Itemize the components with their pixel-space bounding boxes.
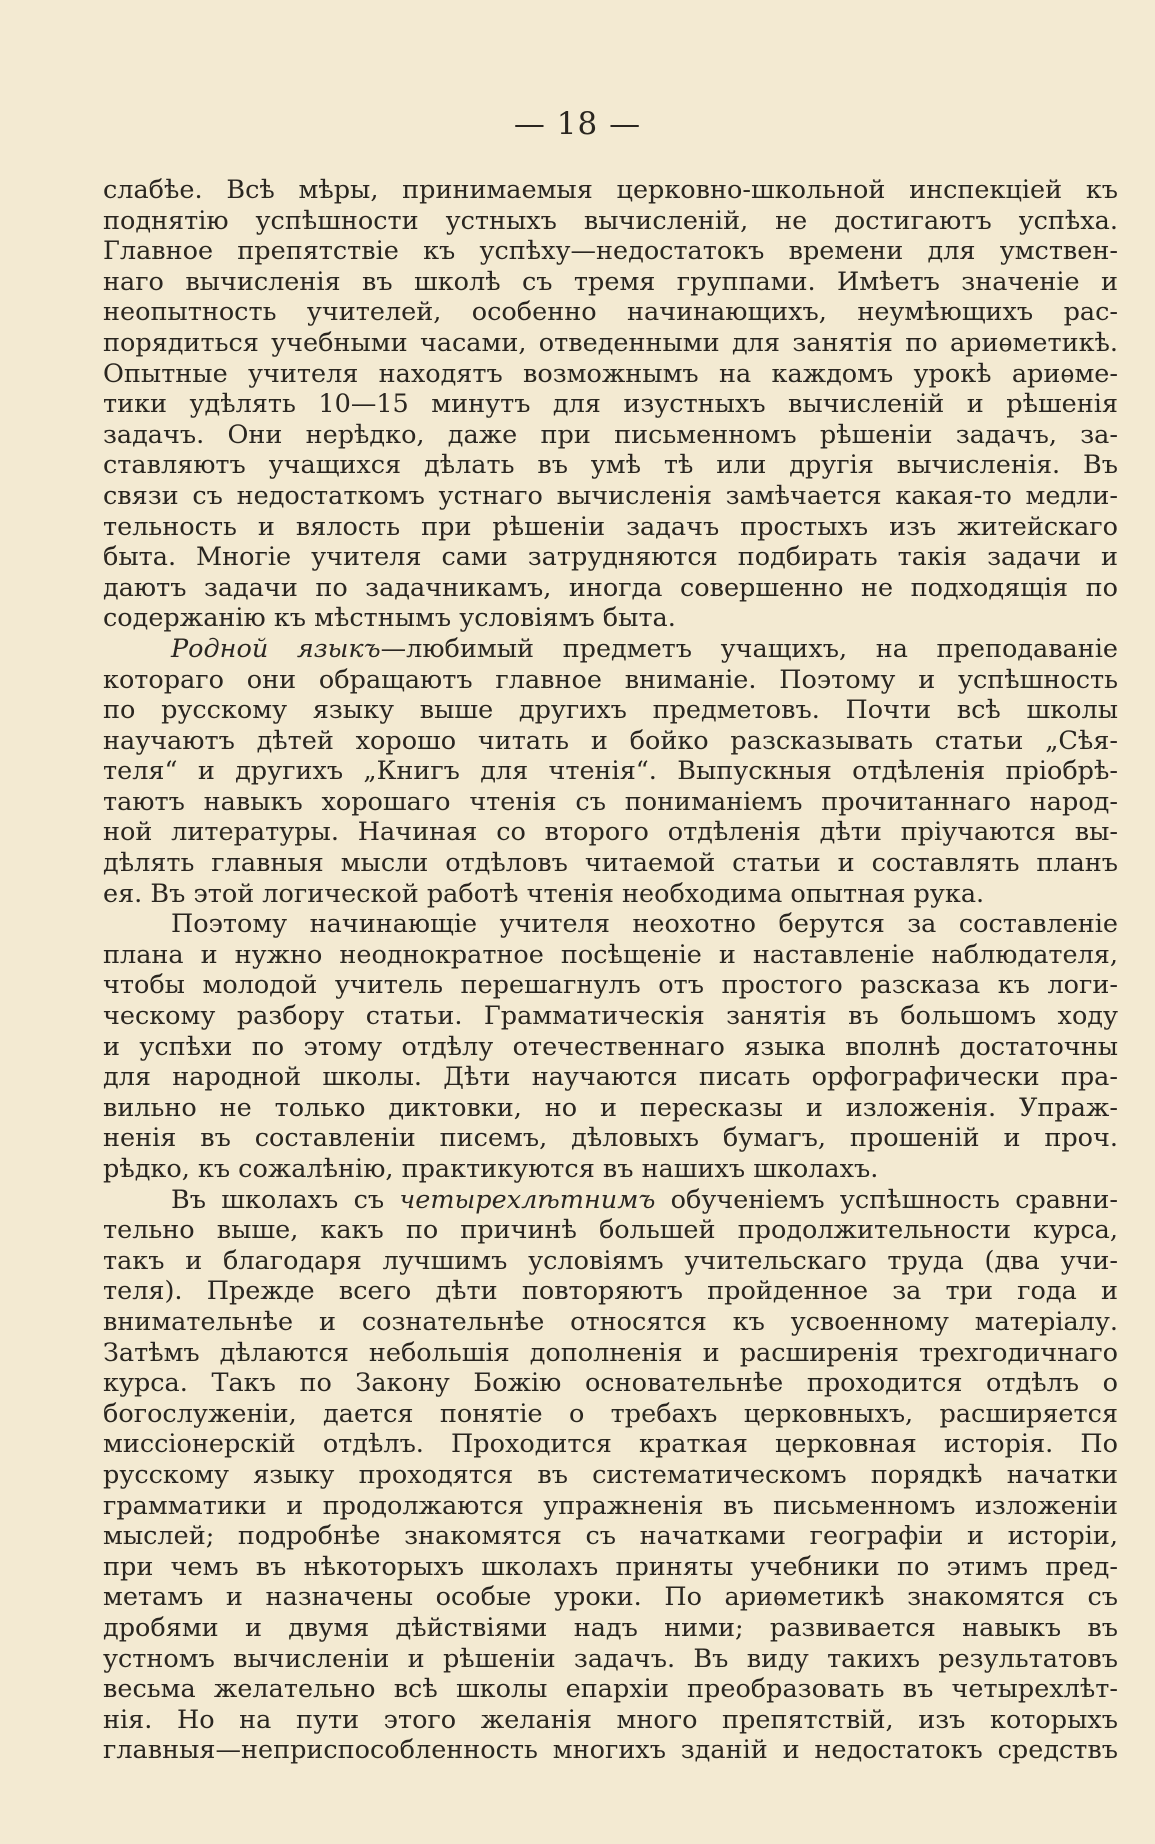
text-line: тельно выше, какъ по причинѣ большей продолжительности курса, [103, 1215, 1118, 1246]
text-line: связи съ недостаткомъ устнаго вычисленія замѣчается какая-то медли- [103, 480, 1118, 511]
text-line: порядиться учебными часами, отведенными для занятія по ариѳметикѣ. [103, 327, 1118, 358]
text-line [103, 1185, 1118, 1216]
paragraph [103, 175, 1118, 634]
page-number: — 18 — [513, 106, 642, 142]
text-line: для народной школы. Дѣти научаются писать орфографически пра- [103, 1062, 1118, 1093]
text-run: обученіемъ успѣшность сравни- [655, 1184, 1118, 1215]
text-line: задачъ. Они нерѣдко, даже при письменномъ рѣшеніи задачъ, за- [103, 419, 1118, 450]
text-run: —любимый предметъ учащихъ, на преподаваніе [380, 633, 1118, 664]
text-line: тельность и вялость при рѣшеніи задачъ простыхъ изъ житейскаго [103, 511, 1118, 542]
text-line: Поэтому начинающіе учителя неохотно берутся за составленіе [171, 909, 1118, 940]
text-line: теля“ и другихъ „Книгъ для чтенія“. Выпускныя отдѣленія пріобрѣ- [103, 756, 1118, 787]
text-line: ной литературы. Начиная со второго отдѣленія дѣти пріучаются вы- [103, 817, 1118, 848]
paragraph [103, 909, 1118, 1184]
text-line: такъ и благодаря лучшимъ условіямъ учительскаго труда (два учи- [103, 1245, 1118, 1276]
text-line: плана и нужно неоднократное посѣщеніе и наставленіе наблюдателя, [103, 939, 1118, 970]
paragraph [103, 1185, 1118, 1766]
italic-term: четырехлѣтнимъ [399, 1184, 656, 1215]
text-line: дробями и двумя дѣйствіями надъ ними; развивается навыкъ въ [103, 1612, 1118, 1643]
text-line: чтобы молодой учитель перешагнулъ отъ простого разсказа къ логи- [103, 970, 1118, 1001]
text-line: ставляютъ учащихся дѣлать въ умѣ тѣ или другія вычисленія. Въ [103, 450, 1118, 481]
text-line: нія. Но на пути этого желанія много препятствій, изъ которыхъ [103, 1704, 1118, 1735]
text-line: вильно не только диктовки, но и пересказы и изложенія. Упраж- [103, 1092, 1118, 1123]
body-text [103, 175, 1118, 1766]
text-line: главныя—неприспособленность многихъ зданій и недостатокъ средствъ [103, 1735, 1118, 1766]
text-line: дѣлять главныя мысли отдѣловъ читаемой статьи и составлять планъ [103, 848, 1118, 879]
text-line [103, 634, 1118, 665]
text-line: миссіонерскій отдѣлъ. Проходится краткая церковная исторія. По [103, 1429, 1118, 1460]
text-line: Опытные учителя находятъ возможнымъ на каждомъ урокѣ ариѳме- [103, 358, 1118, 389]
text-run: Въ школахъ съ [171, 1184, 400, 1215]
text-line: курса. Такъ по Закону Божію основательнѣе проходится отдѣлъ о [103, 1368, 1118, 1399]
text-line: по русскому языку выше другихъ предметовъ. Почти всѣ школы [103, 695, 1118, 726]
text-line: таютъ навыкъ хорошаго чтенія съ пониманіемъ прочитаннаго народ- [103, 786, 1118, 817]
text-line: устномъ вычисленіи и рѣшеніи задачъ. Въ виду такихъ результатовъ [103, 1643, 1118, 1674]
text-line: богослуженіи, дается понятіе о требахъ церковныхъ, расширяется [103, 1398, 1118, 1429]
text-line: русскому языку проходятся въ систематическомъ порядкѣ начатки [103, 1459, 1118, 1490]
text-line: даютъ задачи по задачникамъ, иногда совершенно не подходящія по [103, 572, 1118, 603]
text-line: ненія въ составленіи писемъ, дѣловыхъ бумагъ, прошеній и проч. [103, 1123, 1118, 1154]
text-line: внимательнѣе и сознательнѣе относятся къ усвоенному матеріалу. [103, 1306, 1118, 1337]
text-line: ея. Въ этой логической работѣ чтенія необходима опытная рука. [103, 878, 985, 909]
text-line: грамматики и продолжаются упражненія въ письменномъ изложеніи [103, 1490, 1118, 1521]
text-line: содержанію къ мѣстнымъ условіямъ быта. [103, 603, 676, 634]
text-line: мыслей; подробнѣе знакомятся съ начатками географіи и исторіи, [103, 1521, 1118, 1552]
italic-term: Родной языкъ [171, 633, 381, 664]
text-line: теля). Прежде всего дѣти повторяютъ пройденное за три года и [103, 1276, 1118, 1307]
text-line: тики удѣлять 10—15 минутъ для изустныхъ вычисленій и рѣшенія [103, 389, 1118, 420]
text-line: слабѣе. Всѣ мѣры, принимаемыя церковно-школьной инспекціей къ [103, 175, 1118, 205]
text-line: Главное препятствіе къ успѣху—недостатокъ времени для умствен- [103, 236, 1118, 267]
text-line: неопытность учителей, особенно начинающихъ, неумѣющихъ рас- [103, 297, 1118, 328]
text-line: поднятію успѣшности устныхъ вычисленій, не достигаютъ успѣха. [103, 205, 1118, 236]
text-line: и успѣхи по этому отдѣлу отечественнаго языка вполнѣ достаточны [103, 1031, 1118, 1062]
paragraph [103, 634, 1118, 909]
text-line: быта. Многіе учителя сами затрудняются подбирать такія задачи и [103, 542, 1118, 573]
text-line: при чемъ въ нѣкоторыхъ школахъ приняты учебники по этимъ пред- [103, 1551, 1118, 1582]
text-line: наго вычисленія въ школѣ съ тремя группами. Имѣетъ значеніе и [103, 266, 1118, 297]
text-line: научаютъ дѣтей хорошо читать и бойко разсказывать статьи „Сѣя- [103, 725, 1118, 756]
text-line: Затѣмъ дѣлаются небольшія дополненія и расширенія трехгодичнаго [103, 1337, 1118, 1368]
text-line: котораго они обращаютъ главное вниманіе. Поэтому и успѣшность [103, 664, 1118, 695]
text-line: ческому разбору статьи. Грамматическія занятія въ большомъ ходу [103, 1001, 1118, 1032]
text-line: весьма желательно всѣ школы епархіи преобразовать въ четырехлѣт- [103, 1674, 1118, 1705]
text-line: метамъ и назначены особые уроки. По ариѳметикѣ знакомятся съ [103, 1582, 1118, 1613]
text-line: рѣдко, къ сожалѣнію, практикуются въ нашихъ школахъ. [103, 1154, 879, 1184]
